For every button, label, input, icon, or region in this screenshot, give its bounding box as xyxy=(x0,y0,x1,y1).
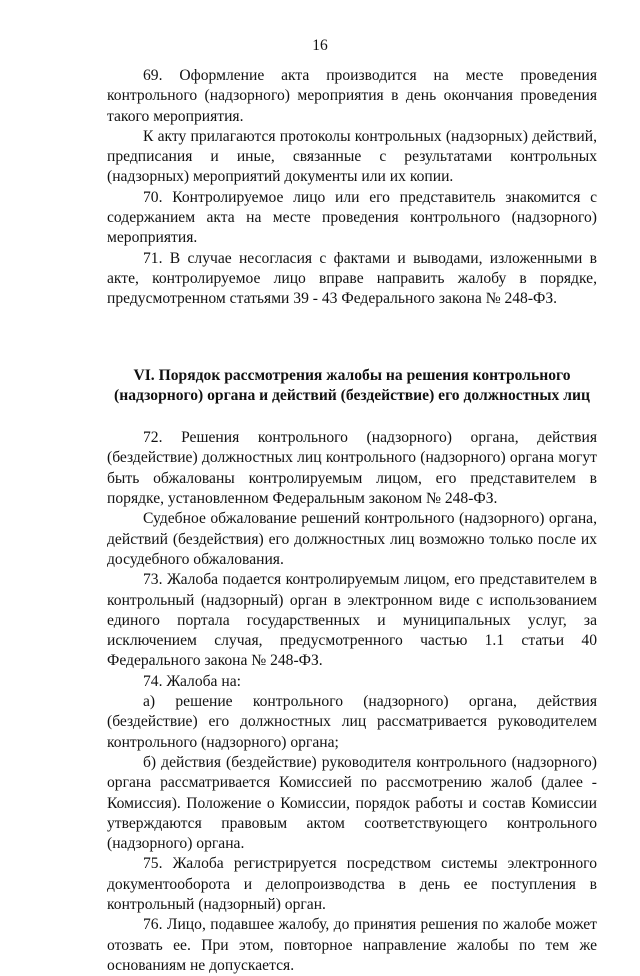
paragraph-73: 73. Жалоба подается контролируемым лицом, его представителем в контрольный (надзорный) орган в электронном виде с использованием единого портала государственных и муниципальных услуг, за исключением случая, предусмотренного частью 1.1 статьи 40 Федерального закона № 248-ФЗ. xyxy=(107,571,597,670)
section-heading xyxy=(107,366,597,407)
paragraph-72: 72. Решения контрольного (надзорного) органа, действия (бездействие) должностных лиц контрольного (надзорного) органа могут быть обжалованы контролируемым лицом, его представителем в порядке, установленном Федеральным законом № 248-ФЗ. xyxy=(107,429,597,508)
paragraph-74: 74. Жалоба на: xyxy=(143,672,241,690)
paragraph-72-court: Судебное обжалование решений контрольного (надзорного) органа, действий (бездействия) его должностных лиц возможно только после их досудебного обжалования. xyxy=(107,510,597,568)
paragraph-69: 69. Оформление акта производится на месте проведения контрольного (надзорного) мероприятия в день окончания проведения такого мероприятия. xyxy=(107,67,597,125)
paragraph-74-b: б) действия (бездействие) руководителя контрольного (надзорного) органа рассматривается Комиссией по рассмотрению жалоб (далее - Комиссия). Положение о Комиссии, порядок работы и состав Комиссии утверждаются правовым актом соответствующего контрольного (надзорного) органа. xyxy=(107,753,597,853)
section-heading-line-2: (надзорного) органа и действий (бездействие) его должностных лиц xyxy=(114,386,590,404)
section-heading-line-1: VI. Порядок рассмотрения жалобы на решения контрольного xyxy=(133,366,571,384)
paragraph-76: 76. Лицо, подавшее жалобу, до принятия решения по жалобе может отозвать ее. При этом, повторное направление жалобы по тем же основаниям не допускается. xyxy=(107,916,597,974)
section-spacer xyxy=(107,310,597,366)
paragraph-69-attachments: К акту прилагаются протоколы контрольных (надзорных) действий, предписания и иные, связанные с результатами контрольных (надзорных) мероприятий документы или их копии. xyxy=(107,127,597,186)
paragraph-75: 75. Жалоба регистрируется посредством системы электронного документооборота и делопроизводства в день ее поступления в контрольный (надзорный) орган. xyxy=(107,855,597,913)
paragraph-74-a: а) решение контрольного (надзорного) органа, действия (бездействие) его должностных лиц рассматривается руководителем контрольного (надзорного) органа; xyxy=(107,693,597,751)
heading-spacer xyxy=(107,406,597,428)
document-body xyxy=(107,66,597,976)
paragraph-71: 71. В случае несогласия с фактами и выводами, изложенными в акте, контролируемое лицо вправе направить жалобу в порядке, предусмотренном статьями 39 - 43 Федерального закона № 248-ФЗ. xyxy=(107,249,597,308)
page-number: 16 xyxy=(312,37,328,54)
paragraph-70: 70. Контролируемое лицо или его представитель знакомится с содержанием акта на месте проведения контрольного (надзорного) мероприятия. xyxy=(107,188,597,247)
